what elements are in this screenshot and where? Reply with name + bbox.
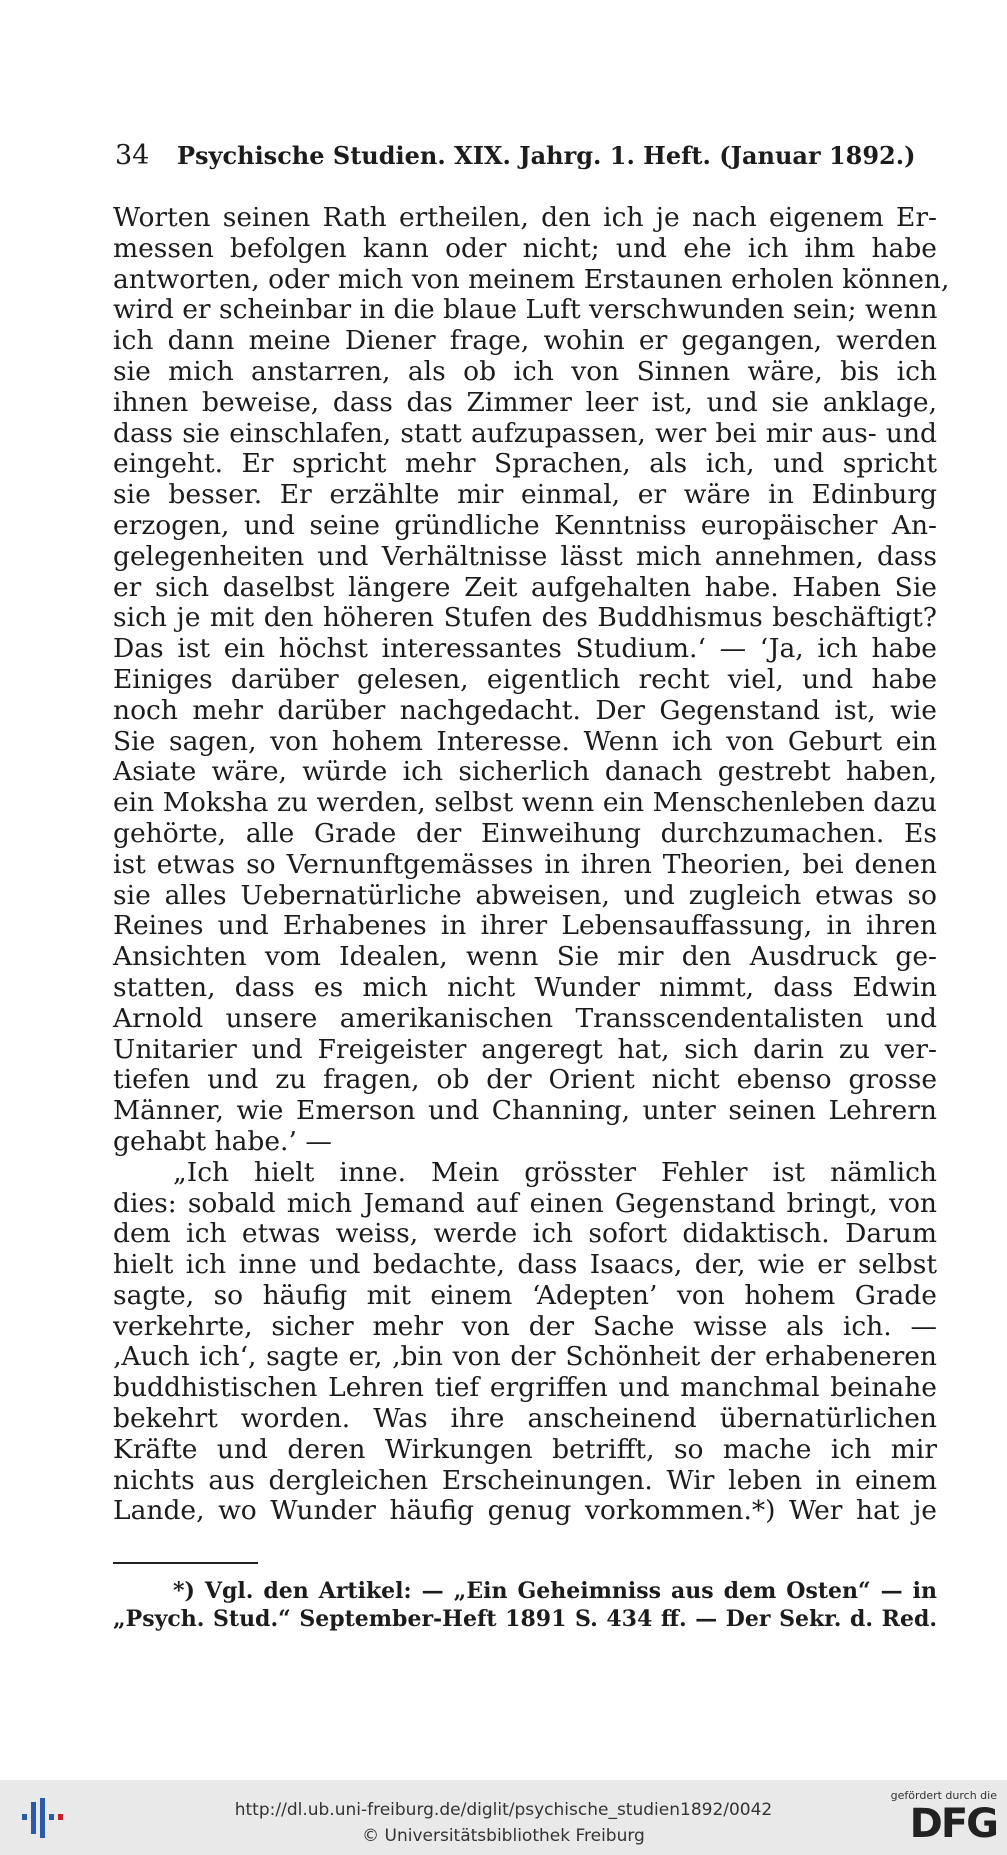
text-line: ihnen beweise, dass das Zimmer leer ist, und sie anklage,: [113, 386, 937, 418]
text-line: verkehrte, sicher mehr von der Sache wisse als ich. —: [113, 1310, 937, 1342]
text-line: nichts aus dergleichen Erscheinungen. Wir leben in einem: [113, 1464, 937, 1496]
text-line: Unitarier und Freigeister angeregt hat, sich darin zu ver-: [113, 1033, 937, 1065]
body-text: [113, 202, 950, 1527]
text-line: ist etwas so Vernunftgemässes in ihren Theorien, bei denen: [113, 848, 937, 880]
text-line: antworten, oder mich von meinem Erstaunen erholen können,: [113, 263, 950, 295]
text-line: Worten seinen Rath ertheilen, den ich je nach eigenem Er-: [113, 202, 937, 233]
text-line: statten, dass es mich nicht Wunder nimmt, dass Edwin: [113, 971, 937, 1003]
text-line: „Ich hielt inne. Mein grösster Fehler ist nämlich: [173, 1156, 937, 1188]
text-line: wird er scheinbar in die blaue Luft verschwunden sein; wenn: [113, 294, 938, 326]
running-header: [115, 140, 935, 171]
text-line: ‚Auch ich‘, sagte er, ‚bin von der Schönheit der erhabeneren: [113, 1341, 937, 1373]
text-line: sich je mit den höheren Stufen des Buddhismus beschäftigt?: [113, 602, 937, 634]
dfg-logo-text: DFG: [909, 1801, 997, 1847]
text-line: erzogen, und seine gründliche Kenntniss europäischer An-: [113, 509, 937, 541]
text-line: Sie sagen, von hohem Interesse. Wenn ich von Geburt ein: [113, 725, 937, 757]
text-line: Asiate wäre, würde ich sicherlich danach gestrebt haben,: [113, 756, 937, 788]
text-line: Arnold unsere amerikanischen Transscendentalisten und: [113, 1002, 937, 1034]
dfg-logo-icon: [882, 1790, 997, 1850]
viewer-footer: [0, 1780, 1007, 1855]
text-line: Männer, wie Emerson und Channing, unter seinen Lehrern: [113, 1095, 937, 1127]
text-line: gehörte, alle Grade der Einweihung durchzumachen. Es: [113, 817, 937, 849]
text-line: Lande, wo Wunder häufig genug vorkommen.*) Wer hat je: [113, 1495, 937, 1527]
text-line: dass sie einschlafen, statt aufzupassen, wer bei mir aus- und: [113, 417, 937, 449]
text-line: sagte, so häufig mit einem ‘Adepten’ von hohem Grade: [113, 1279, 937, 1311]
text-line: gelegenheiten und Verhältnisse lässt mich annehmen, dass: [113, 540, 937, 572]
text-line: dem ich etwas weiss, werde ich sofort didaktisch. Darum: [113, 1218, 937, 1250]
text-line: Reines und Erhabenes in ihrer Lebensauffassung, in ihren: [113, 910, 937, 942]
text-line: hielt ich inne und bedachte, dass Isaacs, der, wie er selbst: [113, 1249, 937, 1281]
copyright-text: © Universitätsbibliothek Freiburg: [362, 1826, 645, 1846]
footnote-rule: [113, 1562, 258, 1564]
text-line: Das ist ein höchst interessantes Studium.‘ — ‘Ja, ich habe: [113, 633, 937, 665]
text-line: buddhistischen Lehren tief ergriffen und manchmal beinahe: [113, 1372, 937, 1404]
text-line: dies: sobald mich Jemand auf einen Gegenstand bringt, von: [113, 1187, 937, 1219]
text-line: ein Moksha zu werden, selbst wenn ein Menschenleben dazu: [113, 787, 937, 819]
footnote-line: „Psych. Stud.“ September-Heft 1891 S. 434 ff. — Der Sekr. d. Red.: [113, 1606, 937, 1632]
text-line: gehabt habe.’ —: [113, 1125, 332, 1157]
page-number: 34: [115, 140, 150, 171]
text-line: noch mehr darüber nachgedacht. Der Gegenstand ist, wie: [113, 694, 937, 726]
text-line: messen befolgen kann oder nicht; und ehe ich ihm habe: [113, 232, 937, 264]
text-line: Ansichten vom Idealen, wenn Sie mir den Ausdruck ge-: [113, 941, 937, 973]
text-line: sie alles Uebernatürliche abweisen, und zugleich etwas so: [113, 879, 937, 911]
text-line: eingeht. Er spricht mehr Sprachen, als ich, und spricht: [113, 448, 937, 480]
text-line: tiefen und zu fragen, ob der Orient nicht ebenso grosse: [113, 1064, 937, 1096]
running-title: Psychische Studien. XIX. Jahrg. 1. Heft. (Januar 1892.): [177, 141, 916, 170]
text-line: ich dann meine Diener frage, wohin er gegangen, werden: [113, 325, 937, 357]
text-line: Kräfte und deren Wirkungen betrifft, so mache ich mir: [113, 1433, 937, 1465]
page-url-link[interactable]: http://dl.ub.uni-freiburg.de/diglit/psychische_studien1892/0042: [234, 1800, 773, 1820]
footnote-line: *) Vgl. den Artikel: — „Ein Geheimniss aus dem Osten“ — in: [173, 1578, 937, 1604]
text-line: sie mich anstarren, als ob ich von Sinnen wäre, bis ich: [113, 355, 937, 387]
text-line: bekehrt worden. Was ihre anscheinend übernatürlichen: [113, 1403, 937, 1435]
dfg-funding-label: gefördert durch die: [890, 1789, 997, 1802]
footnote: [113, 1577, 937, 1633]
text-line: Einiges darüber gelesen, eigentlich recht viel, und habe: [113, 663, 937, 695]
text-line: er sich daselbst längere Zeit aufgehalten habe. Haben Sie: [113, 571, 937, 603]
text-line: sie besser. Er erzählte mir einmal, er wäre in Edinburg: [113, 479, 937, 511]
